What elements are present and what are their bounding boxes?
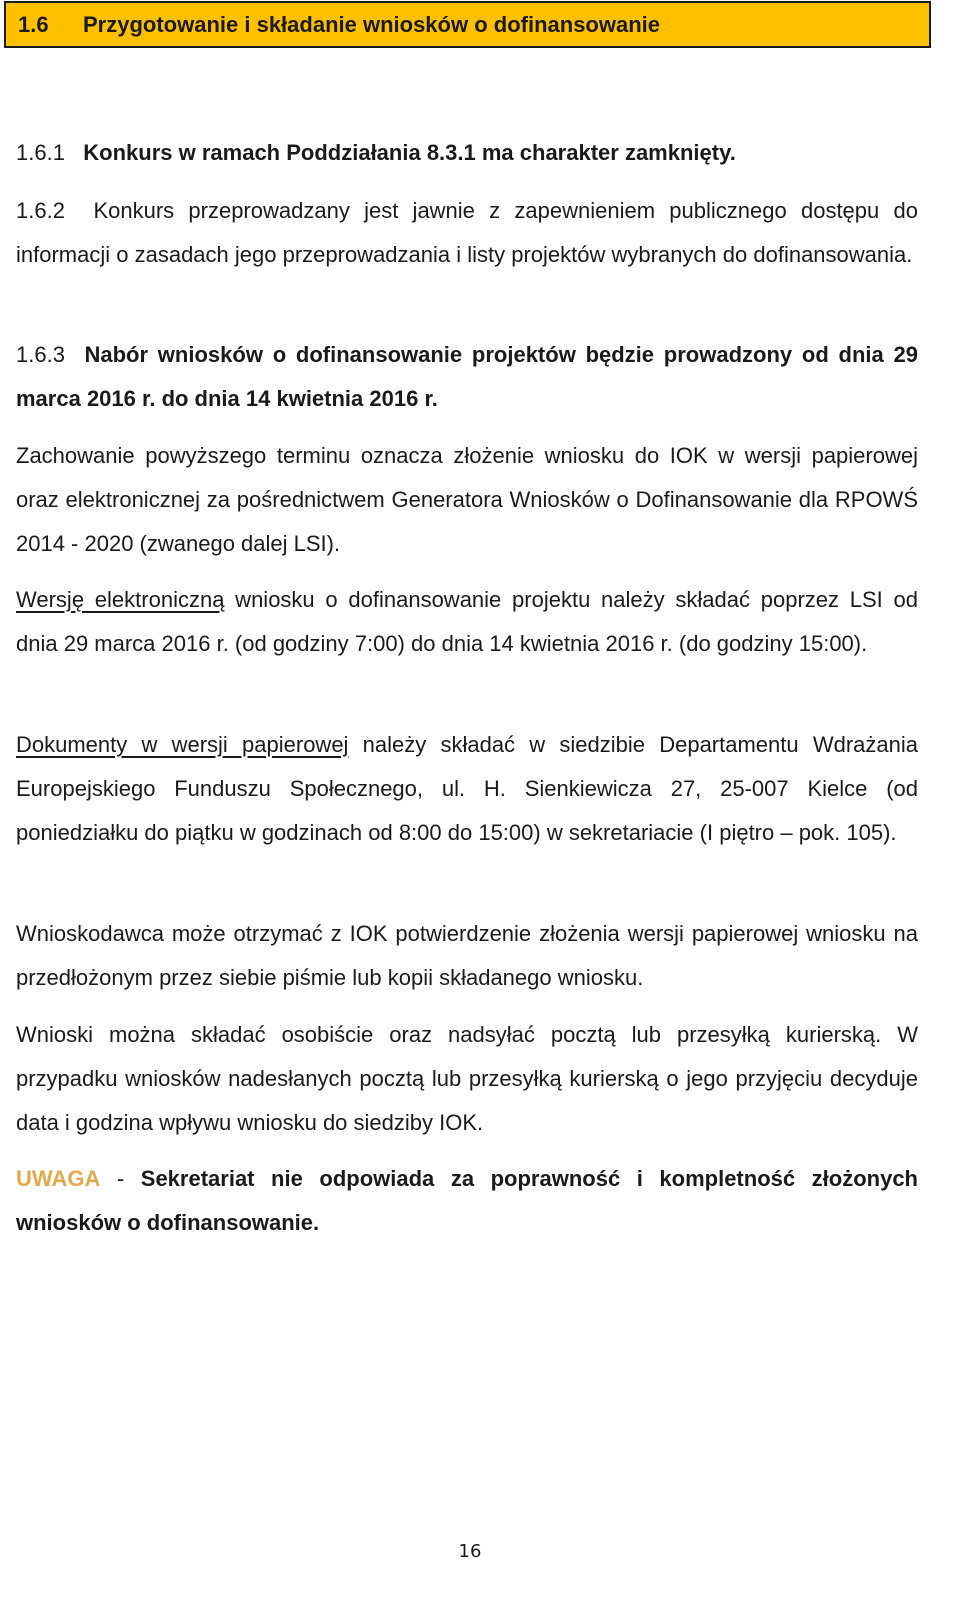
section-1-6-2-text: Konkurs przeprowadzany jest jawnie z zapewnieniem publicznego dostępu do informacji o zasadach jego przeprowadzania i listy projektów wybranych do dofinansowania. [16,198,918,267]
section-1-6-3-number: 1.6.3 [16,342,65,367]
warning-dash: - [100,1166,141,1191]
warning-text: Sekretariat nie odpowiada za poprawność i kompletność złożonych wniosków o dofinansowanie. [16,1166,918,1235]
section-1-6-2-number: 1.6.2 [16,198,65,223]
paper-version-text: należy składać w siedzibie Departamentu Wdrażania Europejskiego Funduszu Społecznego, ul. H. Sienkiewicza 27, 25-007 Kielce (od poniedziałku do piątku w godzinach od 8:00 do 15:00) w sekretariacie (I piętro – pok. 105). [16,732,918,845]
section-1-6-3 [16,333,918,421]
paragraph-electronic-version [16,578,918,666]
section-1-6-1-text: Konkurs w ramach Poddziałania 8.3.1 ma charakter zamknięty. [83,140,736,165]
paragraph-warning [16,1157,918,1245]
section-1-6-3-text: Nabór wniosków o dofinansowanie projektów będzie prowadzony od dnia 29 marca 2016 r. do dnia 14 kwietnia 2016 r. [16,342,919,411]
section-1-6-1-number: 1.6.1 [16,140,65,165]
paragraph-confirmation: Wnioskodawca może otrzymać z IOK potwierdzenie złożenia wersji papierowej wniosku na przedłożonym przez siebie piśmie lub kopii składanego wniosku. [16,921,918,990]
paper-version-underlined: Dokumenty w wersji papierowej [16,732,349,757]
section-header [4,1,931,48]
paragraph-deadline-meaning: Zachowanie powyższego terminu oznacza złożenie wniosku do IOK w wersji papierowej oraz elektronicznej za pośrednictwem Generatora Wniosków o Dofinansowanie dla RPOWŚ 2014 - 2020 (zwanego dalej LSI). [16,443,918,556]
electronic-version-underlined: Wersję elektroniczną [16,587,225,612]
electronic-version-text: wniosku o dofinansowanie projektu należy składać poprzez LSI od dnia 29 marca 2016 r. (od godziny 7:00) do dnia 14 kwietnia 2016 r. (do godziny 15:00). [16,587,918,656]
section-1-6-1 [16,131,918,175]
page-number: 16 [458,1541,482,1562]
warning-label: UWAGA [16,1166,101,1191]
section-header-number: 1.6 [18,11,49,37]
paragraph-paper-version [16,723,918,855]
section-1-6-2 [16,189,918,277]
section-header-title: Przygotowanie i składanie wniosków o dofinansowanie [83,11,660,37]
paragraph-submission-methods: Wnioski można składać osobiście oraz nadsyłać pocztą lub przesyłką kurierską. W przypadku wniosków nadesłanych pocztą lub przesyłką kurierską o jego przyjęciu decyduje data i godzina wpływu wniosku do siedziby IOK. [16,1022,918,1135]
